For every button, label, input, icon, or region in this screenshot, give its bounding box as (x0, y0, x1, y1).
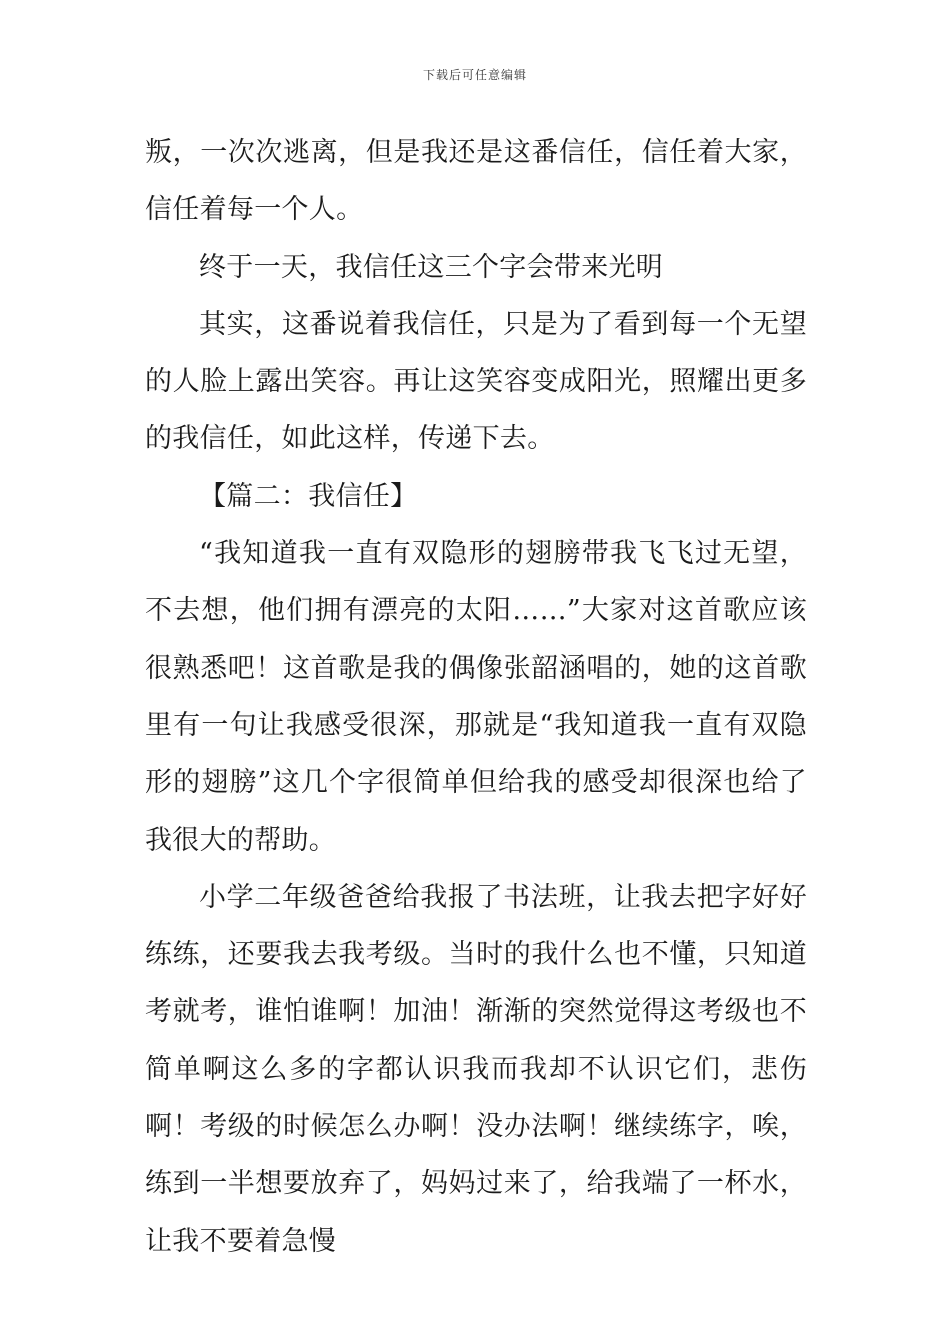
paragraph: 小学二年级爸爸给我报了书法班，让我去把字好好练练，还要我去我考级。当时的我什么也不懂，只知道考就考，谁怕谁啊！加油！渐渐的突然觉得这考级也不简单啊这么多的字都认识我而我却不认识它们，悲伤啊！考级的时候怎么办啊！没办法啊！继续练字，唉，练到一半想要放弃了，妈妈过来了，给我端了一杯水，让我不要着急慢 (145, 881, 807, 1257)
header-note: 下载后可任意编辑 (422, 68, 527, 82)
body-text (145, 124, 807, 1270)
paragraph: 叛，一次次逃离，但是我还是这番信任，信任着大家，信任着每一个人。 (145, 137, 807, 226)
paragraph: 终于一天，我信任这三个字会带来光明 (199, 251, 664, 283)
paragraph: “我知道我一直有双隐形的翅膀带我飞飞过无望，不去想，他们拥有漂亮的太阳……”大家对这首歌应该很熟悉吧！这首歌是我的偶像张韶涵唱的，她的这首歌里有一句让我感受很深，那就是“我知道我一直有双隐形的翅膀”这几个字很简单但给我的感受却很深也给了我很大的帮助。 (145, 538, 807, 856)
paragraph: 其实，这番说着我信任，只是为了看到每一个无望的人脸上露出笑容。再让这笑容变成阳光，照耀出更多的我信任，如此这样，传递下去。 (145, 308, 807, 455)
section-heading: 【篇二：我信任】 (199, 480, 418, 512)
